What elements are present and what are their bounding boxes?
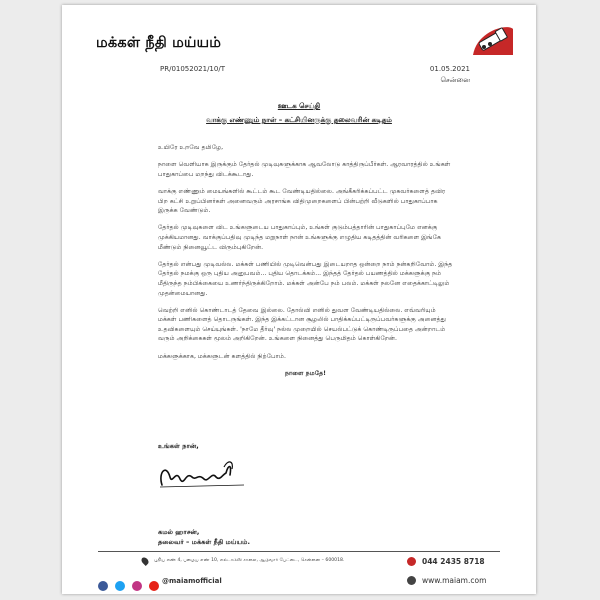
phone-icon (407, 557, 416, 566)
paragraph: நாளை வெளியாக இருக்கும் தேர்தல் முடிவுகளுக்காக ஆவலோடு காத்திருப்பீர்கள். ஆரவாரத்தில் உங்கள் பாதுகாப்பை மறந்து விடக்கூடாது. (158, 161, 451, 178)
paragraph: மக்களுக்காக, மக்களுடன் களத்தில் நிற்போம். (158, 352, 286, 360)
location-icon (140, 556, 150, 566)
paragraph: வெற்றி எனில் கொண்டாடத் தேவை இல்லை. தோல்வி எனில் துவள வேண்டியதில்லை. எவ்வரியும் மக்கள் பணிகளைத் தொடருங்கள். இந்த இக்கட்டான சூழலில் பாதிக்கப்பட்டிருப்பவர்களுக்கு அனைத்து உதவிகளையும் செய்யுங்கள். 'நாமே தீர்வு' நல்ல முறையில் செயல்பட்டுக் கொண்டிருப்பதை அன்றாடம் வரும் அறிக்கைகள் மூலம் அறிகிறேன். உங்களை நினைத்து பெருமிதம் கொள்கிறேன். (158, 306, 446, 343)
footer-phone: 044 2435 8718 (422, 557, 485, 566)
party-name: மக்கள் நீதி மய்யம் (96, 35, 222, 51)
globe-icon (407, 576, 416, 585)
footer-website[interactable]: www.maiam.com (422, 576, 487, 585)
social-icons (98, 575, 161, 586)
reference-number: PR/01052021/10/T (160, 65, 225, 73)
letter-date: 01.05.2021 (429, 65, 470, 73)
footer-address: புதிய எண் 4, பழைய எண் 10, எல்டாம்ஸ் சாலை, ஆழ்வார் பேட்டை, சென்னை – 600018. (154, 558, 345, 563)
paragraph: தேர்தல் முடிவுகளை விட உங்களுடைய பாதுகாப்பும், உங்கள் குடும்பத்தாரின் பாதுகாப்புமே எனக்கு முக்கியமானது. வாக்குப்பதிவு முடிந்த மறுநாள் நான் உங்களுக்கு எழுதிய கடிதத்தின் வரிகளை இங்கே மீண்டும் நினைவூட்ட விரும்புகிறேன். (158, 224, 441, 251)
letter-body (158, 143, 453, 386)
twitter-icon[interactable] (115, 581, 125, 591)
signatory-title: தலைவர் – மக்கள் நீதி மய்யம். (158, 538, 250, 546)
facebook-icon[interactable] (98, 581, 108, 591)
social-handle[interactable]: @maiamofficial (162, 577, 222, 585)
slogan: நாளை நமதே! (285, 369, 326, 377)
footer-divider (98, 551, 500, 552)
paragraph: தேர்தல் என்பது முடிவல்ல. மக்கள் பணியில் முடிவென்பது இடையறாத ஒன்றை நாம் நன்கறிவோம். இந்த தேர்தல் நமக்கு ஒரு புதிய அனுபவம்... புதிய தொடக்கம்... இந்தத் தேர்தல் பயணத்தில் மக்களுக்கு நம் மீதிருந்த நம்பிக்கையை உணர்ந்திருக்கிறோம். மக்கள் அன்பே நம் பலம். மக்கள் நலனே எதைக்காட்டிலும் முதன்மையானது. (158, 260, 453, 297)
letter-page (62, 5, 536, 594)
paragraph: உயிரே உறவே தமிழே, (158, 144, 224, 151)
instagram-icon[interactable] (132, 581, 142, 591)
party-logo-icon (467, 17, 517, 67)
paragraph: வாக்கு எண்ணும் மையங்களில் கூட்டம் கூட வேண்டியதில்லை. அங்கீகரிக்கப்பட்ட முகவர்களைத் தவிர பிற கட்சி உறுப்பினர்கள் அனைவரும் அரசாங்க விதிமுறைகளைப் பின்பற்றி வீடுகளில் பாதுகாப்பாக இருக்க வேண்டும். (158, 187, 446, 215)
youtube-icon[interactable] (149, 581, 159, 591)
letter-place: சென்னை (440, 76, 470, 84)
sign-off: உங்கள் நான், (158, 442, 199, 450)
letter-subject: வாக்கு எண்ணும் நாள் – கட்சியினருக்கு தலைவரின் கடிதம் (206, 116, 392, 124)
press-release-heading: ஊடக செய்தி (277, 102, 321, 110)
signatory-name: கமல் ஹாசன், (158, 528, 200, 536)
signature-icon (154, 455, 254, 495)
